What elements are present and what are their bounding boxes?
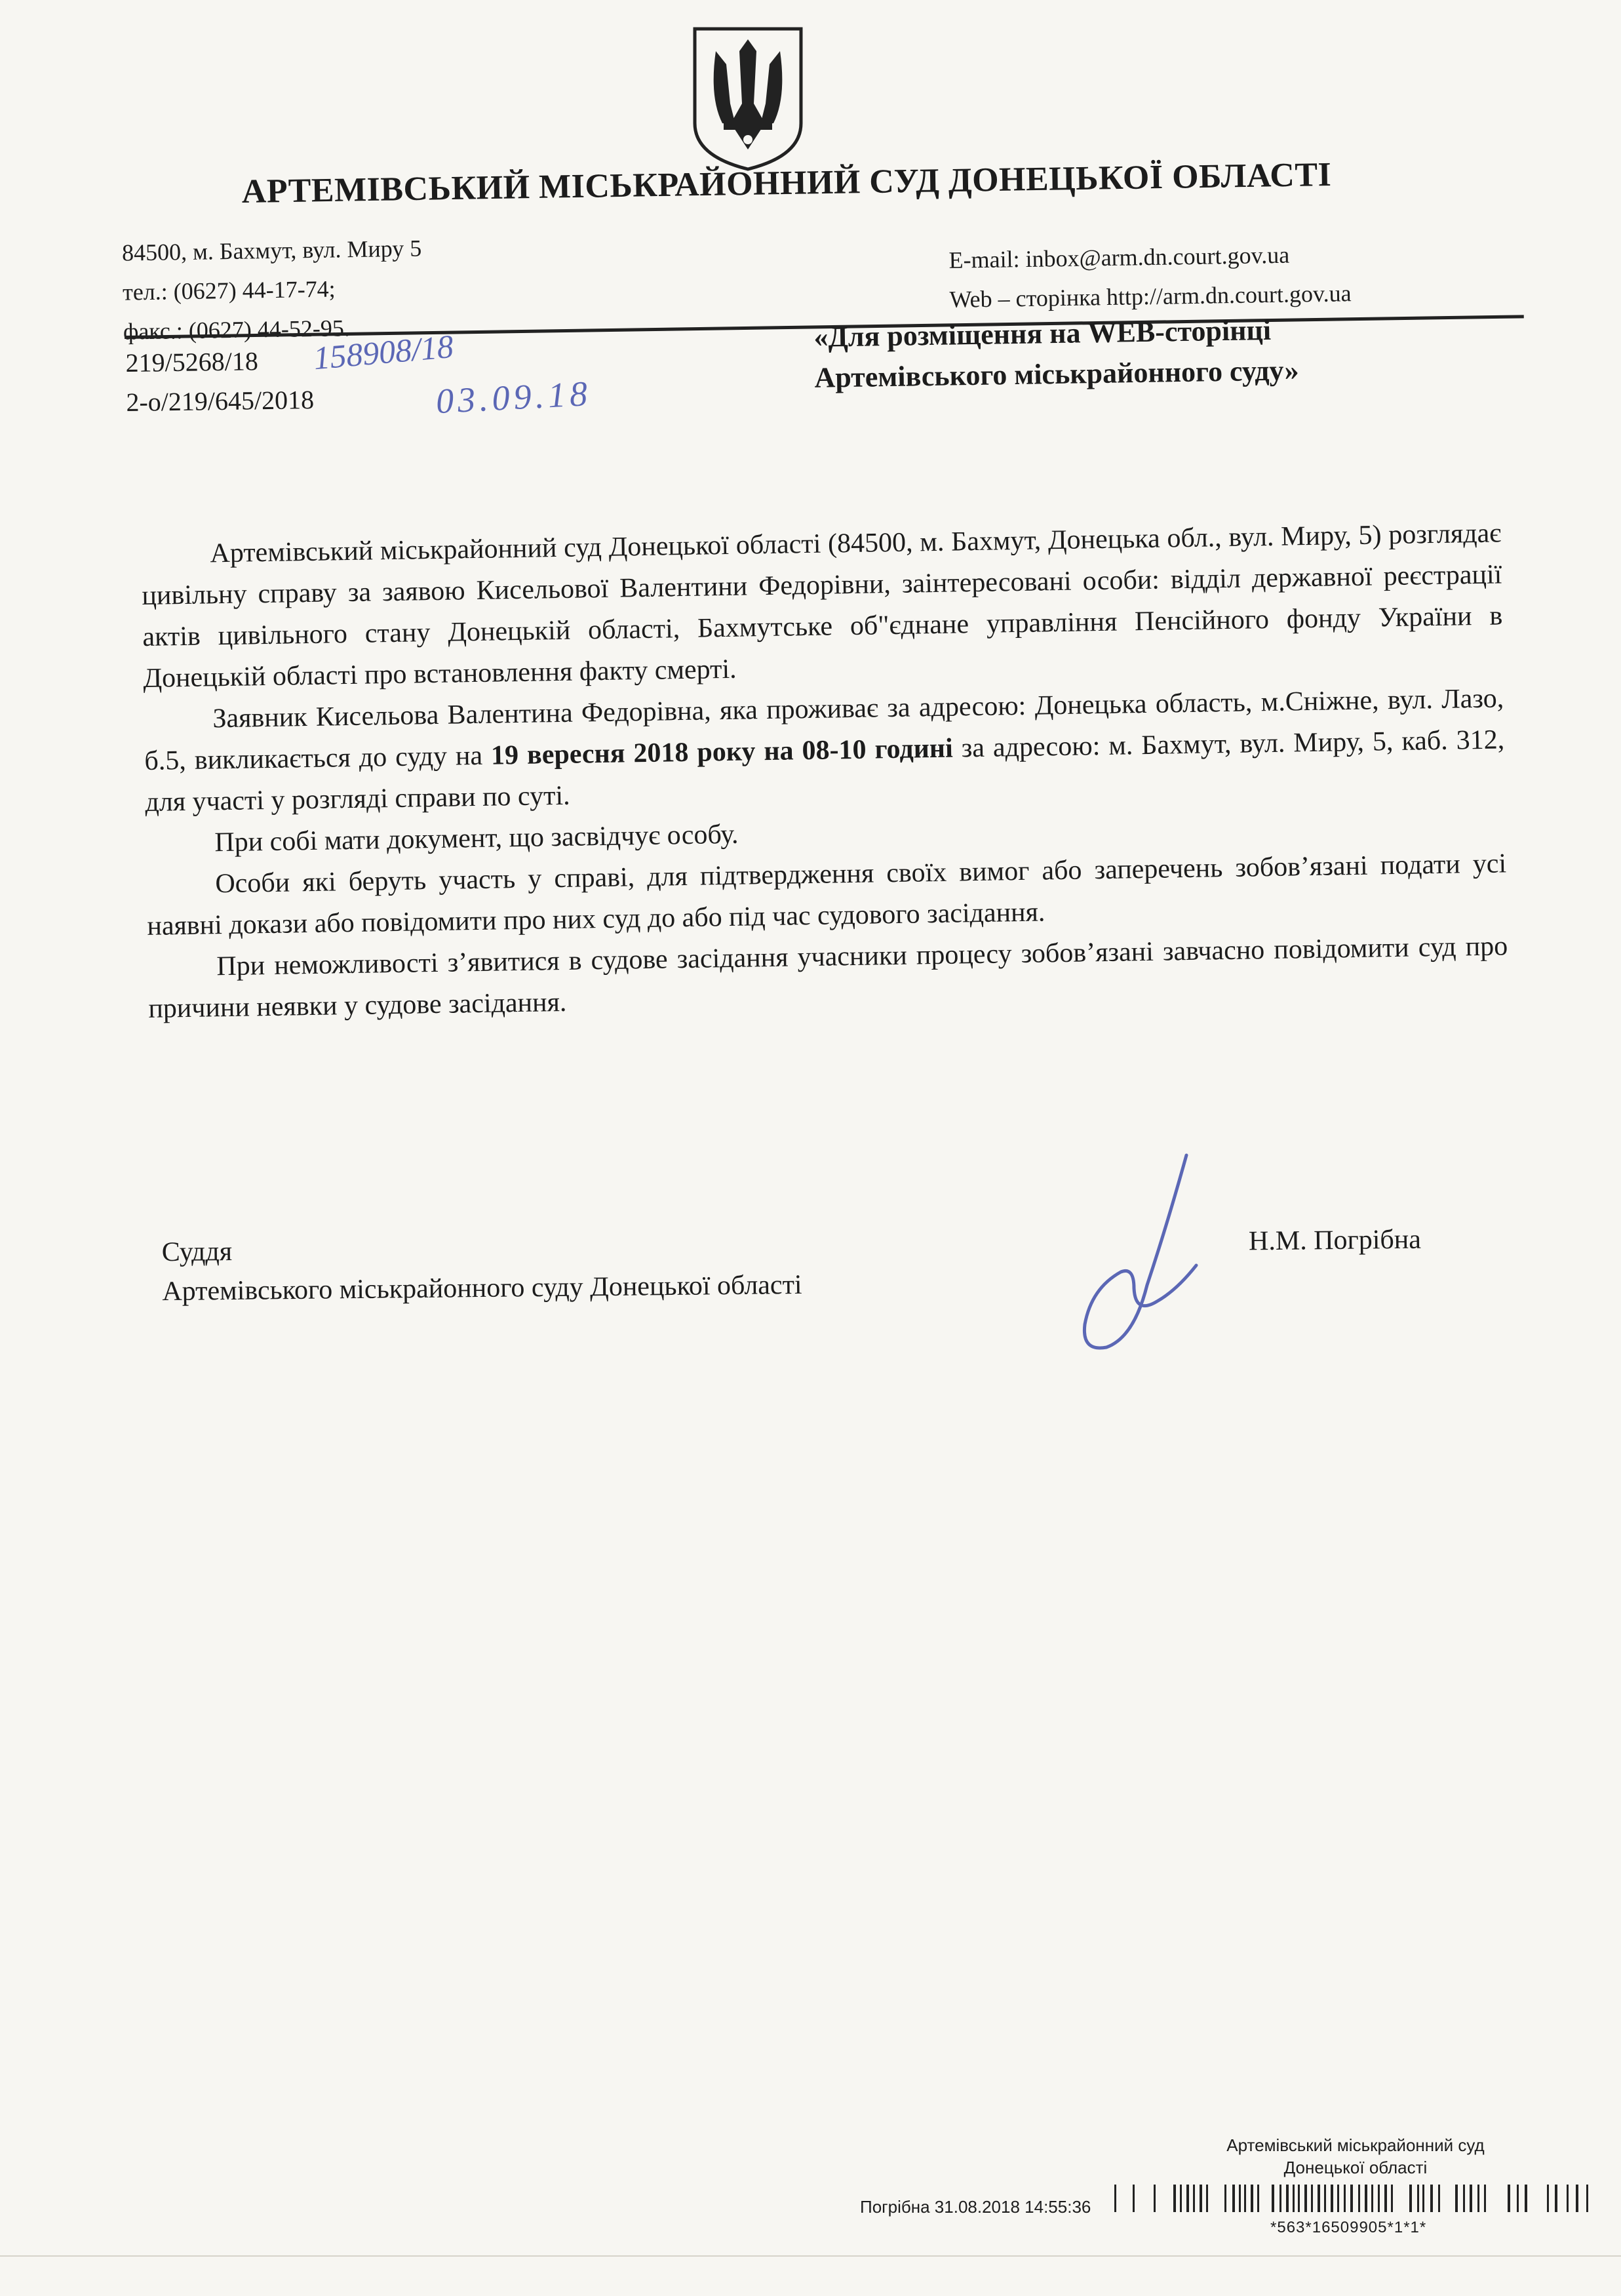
paragraph-id-document: При собі мати документ, що засвідчує особу. [214, 819, 739, 858]
contacts-right [948, 234, 1352, 319]
case-numbers [125, 341, 314, 422]
handwritten-signature [1036, 1147, 1245, 1364]
stamp-court-line-1: Артемівський міськрайонний суд [1226, 2135, 1485, 2155]
stamp-court-line-2: Донецької області [1283, 2158, 1428, 2177]
court-phone: тел.: (0627) 44-17-74; [122, 275, 336, 306]
registry-stamp-meta: Погрібна 31.08.2018 14:55:36 [860, 2197, 1091, 2217]
barcode-text: *563*16509905*1*1* [1270, 2219, 1427, 2236]
judge-title: Суддя [161, 1236, 233, 1268]
web-note-line-1: «Для розміщення на WEB-сторінці [813, 313, 1272, 353]
paragraph-summons [144, 678, 1506, 823]
judge-court: Артемівського міськрайонного суду Донецької області [162, 1269, 802, 1307]
court-address: 84500, м. Бахмут, вул. Миру 5 [121, 235, 422, 266]
court-website: Web – сторінка http://arm.dn.court.gov.ua [949, 280, 1352, 313]
court-email: E-mail: inbox@arm.dn.court.gov.ua [948, 241, 1290, 273]
judge-name: Н.М. Погрібна [1248, 1224, 1422, 1257]
web-placement-note [813, 309, 1299, 399]
page-edge-fold [0, 2255, 1621, 2257]
registry-stamp-court [1218, 2134, 1493, 2179]
summons-text-b: за адресою: м. Бахмут, вул. Миру, 5, каб. 312, для участі у розгляді справи по суті. [145, 724, 1505, 818]
barcode-icon [1114, 2185, 1598, 2217]
court-name-heading: АРТЕМІВСЬКИЙ МІСЬКРАЙОННИЙ СУД ДОНЕЦЬКОЇ ОБЛАСТІ [241, 155, 1332, 211]
case-number-1: 219/5268/18 [125, 346, 259, 378]
paragraph-evidence: Особи які беруть участь у справі, для підтвердження своїх вимог або заперечень зобов’язані подати усі наявні докази або повідомити про них суд до або під час судового засідання. [147, 848, 1507, 941]
hearing-date-time: 19 вересня 2018 року на 08-10 годині [490, 733, 954, 771]
handwritten-date: 03.09.18 [435, 373, 593, 422]
judge-title-block [161, 1226, 802, 1311]
summons-text-a: Заявник Кисельова Валентина Федорівна, яка проживає за адресою: Донецька область, м.Сніжне, вул. Лазо, б.5, викликається до суду на [144, 683, 1504, 776]
case-number-2: 2-о/219/645/2018 [126, 384, 315, 417]
trident-coat-of-arms-icon [690, 25, 806, 172]
web-note-line-2: Артемівського міськрайонного суду» [814, 354, 1299, 394]
handwritten-registration-number: 158908/18 [311, 327, 455, 377]
paragraph-case-description: Артемівський міськрайонний суд Донецької області (84500, м. Бахмут, Донецька обл., вул. Миру, 5) розглядає цивільну справу за заявою Кисельової Валентини Федорівни, заінтересовані особи: відділ державної реєстрації актів цивільного стану Донецькій області, Бахмутське об"єднане управління Пенсійного фонду України в Донецькій області про встановлення факту смерті. [142, 518, 1503, 694]
summons-body [141, 513, 1509, 1029]
paragraph-absence: При неможливості з’явитися в судове засідання учасники процесу зобов’язані завчасно повідомити суд про причини неявки у судове засідання. [148, 931, 1508, 1024]
court-fax: факс.: (0627) 44-52-95. [123, 315, 351, 345]
